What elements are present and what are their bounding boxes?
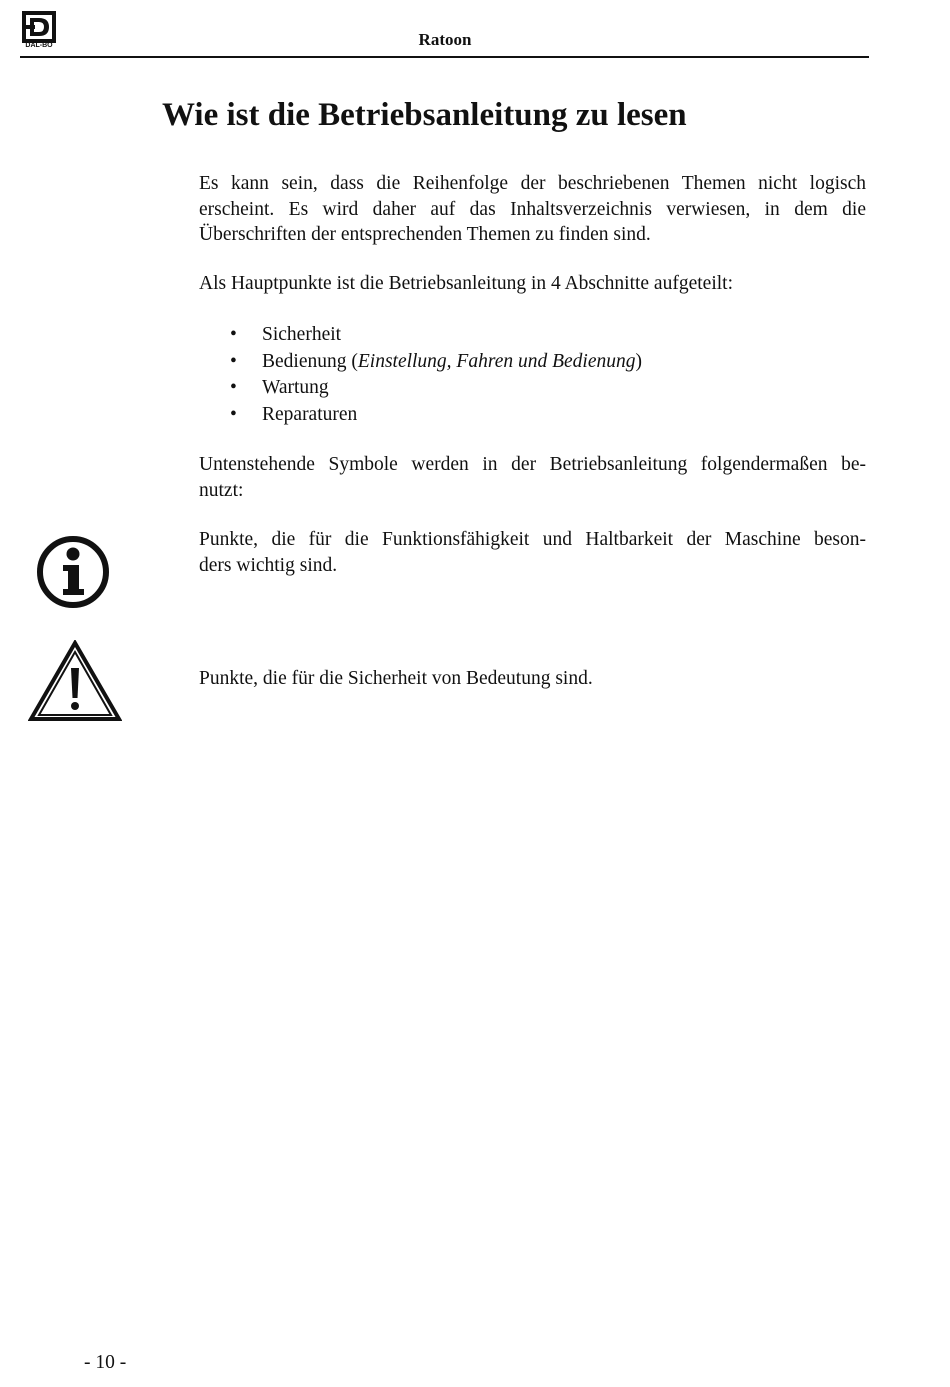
list-item xyxy=(199,375,642,402)
page-title: Wie ist die Betriebsanleitung zu lesen xyxy=(162,97,687,133)
sections-intro: Als Hauptpunkte ist die Betriebsanleitung in 4 Abschnitte aufgeteilt: xyxy=(199,273,733,294)
info-note-line-1: Punkte, die für die Funktionsfähigkeit und Haltbarkeit der Maschine beson- xyxy=(199,529,866,550)
list-item xyxy=(199,349,642,376)
info-icon xyxy=(36,535,110,609)
header-title: Ratoon xyxy=(418,30,472,49)
info-note-text xyxy=(199,527,866,578)
symbols-intro-line-2: nutzt: xyxy=(199,479,244,501)
intro-line-3: Überschriften der entsprechenden Themen zu finden sind. xyxy=(199,224,651,245)
list-item-label: Reparaturen xyxy=(262,403,358,425)
warning-triangle-icon xyxy=(28,640,122,722)
list-item-label-suffix: ) xyxy=(635,350,643,372)
list-item-label-prefix: Bedienung ( xyxy=(262,350,358,372)
bullet-icon: • xyxy=(230,403,237,425)
bullet-icon: • xyxy=(230,350,237,372)
sections-list xyxy=(199,322,642,428)
list-item xyxy=(199,402,642,429)
warning-note-text: Punkte, die für die Sicherheit von Bedeutung sind. xyxy=(199,668,593,689)
list-item-label: Sicherheit xyxy=(262,324,342,345)
intro-line-1: Es kann sein, dass die Reihenfolge der beschriebenen Themen nicht logisch xyxy=(199,173,866,194)
bullet-icon: • xyxy=(230,324,237,345)
symbols-intro-line-1: Untenstehende Symbole werden in der Betriebsanleitung folgendermaßen be- xyxy=(199,454,866,475)
bullet-icon: • xyxy=(230,377,237,398)
symbols-intro xyxy=(199,452,866,503)
list-item-label: Wartung xyxy=(262,377,329,398)
page-number: - 10 - xyxy=(84,1352,127,1373)
info-note-line-2: ders wichtig sind. xyxy=(199,554,338,576)
list-item xyxy=(199,322,642,349)
dalbo-logo-mark xyxy=(22,11,56,43)
logo-text: DAL-BO xyxy=(25,42,53,49)
intro-paragraph xyxy=(199,171,866,248)
intro-line-2: erscheint. Es wird daher auf das Inhaltsverzeichnis verwiesen, in dem die xyxy=(199,198,866,220)
list-item-label-italic: Einstellung, Fahren und Bedienung xyxy=(357,350,636,372)
dalbo-logo xyxy=(22,11,56,51)
header-divider xyxy=(20,56,869,58)
